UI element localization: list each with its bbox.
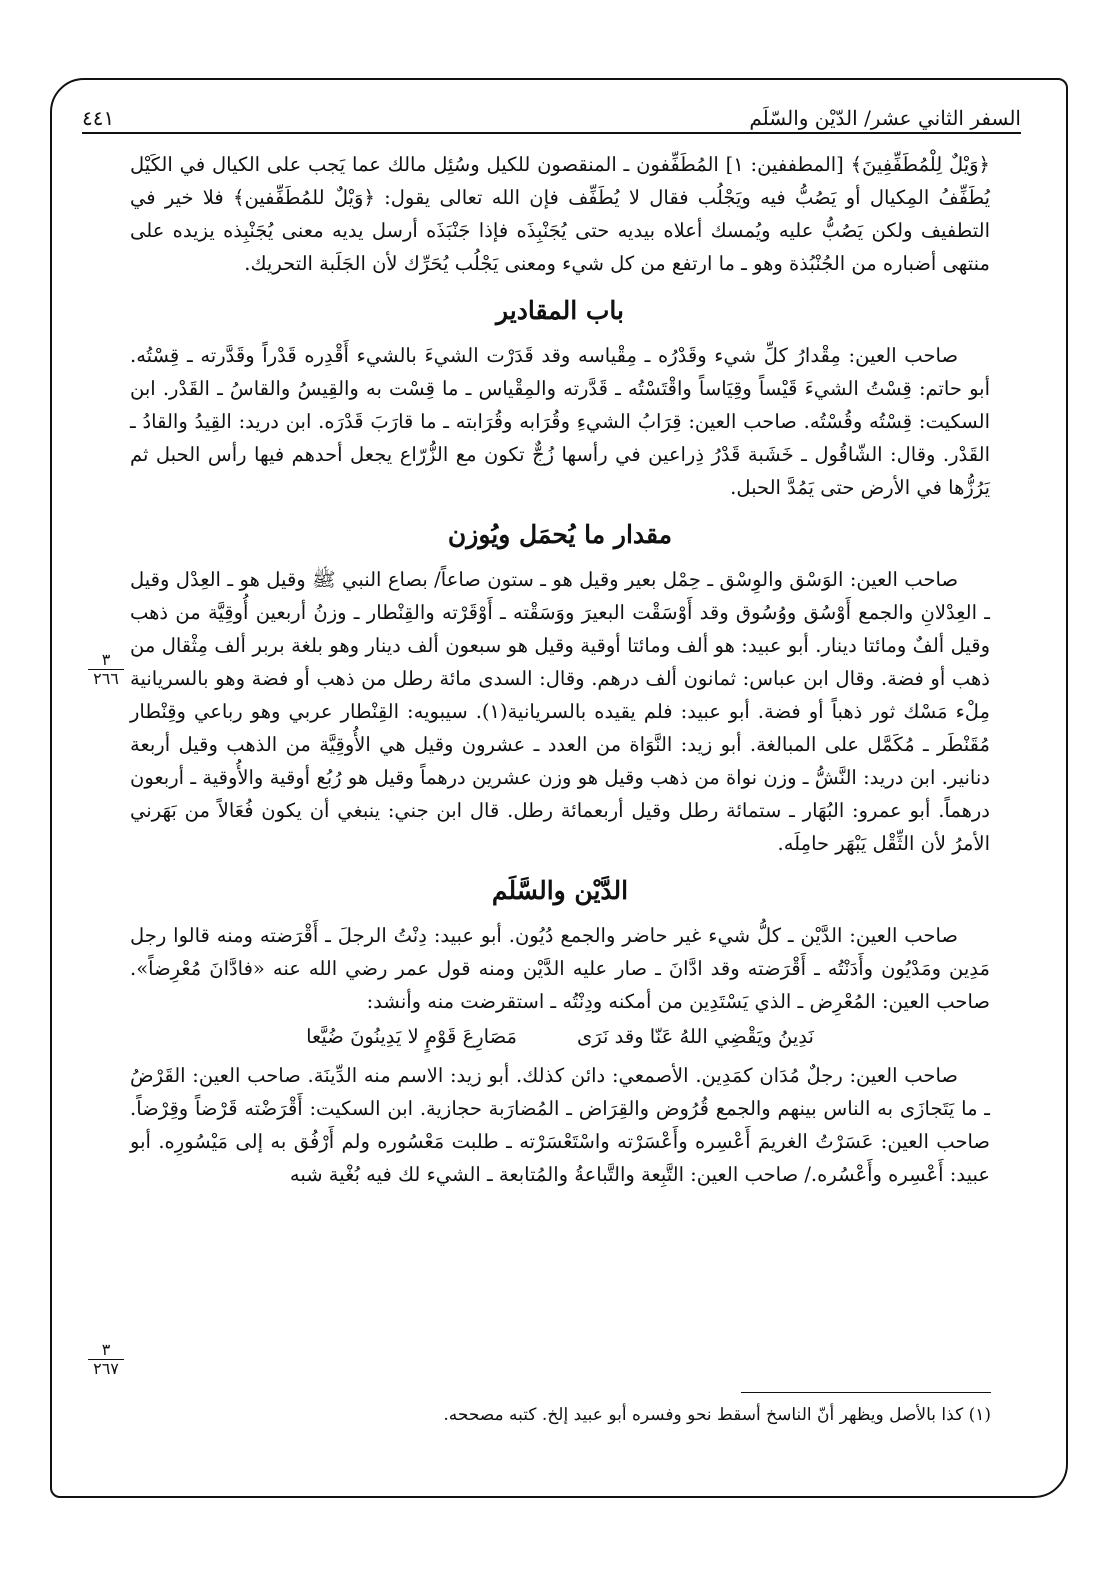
paragraph: صاحب العين: رجلٌ مُدَان كمَدِين. الأصمعي: دائن كذلك. أبو زيد: الاسم منه الدِّينَة. صاحب العين: القَرْضُ ـ ما يَتَجازَى به الناس بينهم والجمع قُرُوض والقِرَاض ـ المُضارَبة حجازية. ابن السكيت: أَقْرَضْته قَرْضاً وقِرْضاً. صاحب العين: عَسَرْتُ الغريمَ أَعْسِره وأَعْسَرْته واسْتَعْسَرْته ـ طلبت مَعْسُوره ولم أَرْفُق به إلى مَيْسُورِه. أبو عبيد: أَعْسِره وأَعْسُره./ صاحب العين: التَّبِعة والتَّباعةُ والمُتابعة ـ الشيء لك فيه بُغْية شبه [130,1064,990,1186]
footnote-rule [741,1392,991,1393]
paragraph: صاحب العين: الوَسْق والوِسْق ـ حِمْل بعير وقيل هو ـ ستون صاعاً/ بصاع النبي ﷺ وقيل هو ـ العِدْل وقيل ـ العِدْلانِ والجمع أَوْسُق ووُسُوق وقد أَوْسَقْت البعيرَ ووَسَقْته ـ أَوْقَرْته والقِنْطار ـ وزنُ أربعين أُوقِيَّة من ذهب وقيل ألفٌ ومائتا دينار. أبو عبيد: هو ألف ومائتا أوقية وقيل هو سبعون ألف دينار وهو بلغة بربر ألف مِثْقال من ذهب أو فضة. وقال ابن عباس: ثمانون ألف درهم. وقال: السدى مائة رطل من ذهب أو فضة وهو بالسريانية مِلْء مَسْك ثور ذهباً أو فضة. أبو عبيد: فلم يقيده بالسريانية(١). سيبويه: القِنْطار عربي وهو رباعي وقِنْطار مُقَنْطَر ـ مُكَمَّل على المبالغة. أبو زيد: النَّوَاة من العدد ـ عشرون وقيل هي الأُوقِيَّة من الذهب وقيل أربعة دنانير. ابن دريد: النَّشُّ ـ وزن نواة من ذهب وقيل هو وزن عشرين درهماً وقيل هو رُبُع أوقية والأُوقية ـ أربعون درهماً. أبو عمرو: البُهَار ـ ستمائة رطل وقيل أربعمائة رطل. قال ابن جني: ينبغي أن يكون فُعَالاً من بَهَرني الأمرُ لأن الثِّقْل يَبْهَر حامِلَه. [130,568,990,855]
verse-first-hemistich: نَدِينُ ويَقْضِي اللهُ عَنّا وقد نَرَى [576,1025,814,1048]
poetry-verse [130,1020,990,1053]
section-heading-miqdar: مقدار ما يُحمَل ويُوزن [447,520,673,549]
section-heading-dayn: الدَّيْن والسَّلَم [491,876,629,905]
verse-second-hemistich: مَصَارِعَ قَوْمٍ لا يَدِينُونَ ضُيَّعا [306,1025,517,1048]
section-heading-maqadir: باب المقادير [496,296,624,325]
margin-note: ٣ ٢٦٦ [88,652,124,687]
intro-paragraph: ﴿وَيْلٌ لِلْمُطَفِّفِينَ﴾ [المطففين: ١] المُطَفِّفون ـ المنقصون للكيل وسُئِل مالك عما يَجب على الكيال في الكَيْل يُطَفِّفُ المِكيال أو يَصُبُّ فيه ويَجْلُب فقال لا يُطَفِّف فإن الله تعالى يقول: ﴿وَيْلٌ للمُطَفِّفين﴾ فلا خير في التطفيف ولكن يَصُبُّ عليه ويُمسك أعلاه بيديه حتى يُجَنْبِذَه فإذا جَنْبَذَه أرسل يديه معنى يُجَنْبِذه يزيده على منتهى أضباره من الجُنْبُذة وهو ـ ما ارتفع من كل شيء ومعنى يَجْلُب يُحَرِّك لأن الجَلَبة التحريك. [130,153,990,275]
header-rule [82,132,1021,134]
page-number: ٤٤١ [82,106,115,130]
footnote: (١) كذا بالأصل ويظهر أنّ الناسخ أسقط نحو وفسره أبو عبيد إلخ. كتبه مصححه. [443,1405,991,1425]
running-title: السفر الثاني عشر/ الدّيْن والسّلَم [749,106,1021,130]
main-text [130,148,990,1191]
paragraph: صاحب العين: الدَّيْن ـ كلُّ شيء غير حاضر والجمع دُيُون. أبو عبيد: دِنْتُ الرجلَ ـ أَقْرَضته ومنه قالوا رجل مَدِين ومَدْيُون وأَدَنْتُه ـ أَقْرَضته وقد ادَّانَ ـ صار عليه الدَّيْن ومنه قول عمر رضي الله عنه «فادَّانَ مُعْرِضاً». صاحب العين: المُعْرِض ـ الذي يَسْتَدِين من أمكنه ودِنْتُه ـ استقرضت منه وأنشد: [130,924,990,1013]
page-header [82,96,1021,130]
paragraph: صاحب العين: مِقْدارُ كلِّ شيء وقَدْرُه ـ مِقْياسه وقد قَدَرْت الشيءَ بالشيء أَقْدِره قَدْراً وقَدَّرته ـ قِسْتُه. أبو حاتم: قِسْتُ الشيءَ قَيْساً وقِيَاساً واقْتَسْتُه ـ قَدَّرته والمِقْياس ـ ما قِسْت به والقِيسُ والقاسُ ـ القَدْر. ابن السكيت: قِسْتُه وقُسْتُه. صاحب العين: قِرَابُ الشيءِ وقُرَابه وقُرَابته ـ ما قارَبَ قَدْرَه. ابن دريد: القِيدُ والقادُ ـ القَدْر. وقال: الشّاقُول ـ خَشَبة قَدْرُ ذِراعين في رأسها زُجٌّ تكون مع الزُّرّاع يجعل أحدهم فيها رأس الحبل ثم يَرُزُّها في الأرض حتى يَمُدَّ الحبل. [130,344,990,499]
margin-note: ٣ ٢٦٧ [88,1342,124,1377]
